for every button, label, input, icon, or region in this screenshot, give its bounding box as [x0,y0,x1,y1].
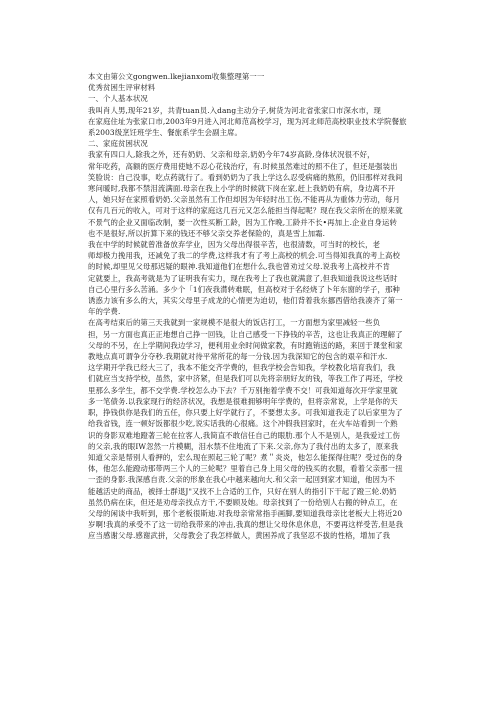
text-line: 我在中学的时候就曾准备放弃学业，因为父母出得很辛苦，也很清数，可当时的校长，老 [88,240,381,250]
text-line: 的时候,却里见父母那迟疑的眼神.我知道他们在想什么,我也曾劝过父母.说我考上高校并不肯 [88,262,390,272]
text-line: 年的学费. [88,307,121,317]
text-line: 的父亲,我的眼IW忽然一片模糊，泪水禁不住地流了下来.父亲,你为了我付出的太多了，原来我 [88,441,399,451]
text-line: 多一笔债务.以我家现行的经济状况，我想是很难拥够明年学费的，但将亲常说，上学是你的天 [88,396,398,406]
text-line: 知道父亲是帮别人看押的，宏么现在照起三轮了呢？煮＂炎炎，他怎么能探得住呢？受过伤的身 [88,452,403,462]
text-line: 给我省钱，连一顿好饭都很少吃,说实话我的心很痛。这个冲假我回家时，在火车站看到一个熟 [88,419,398,429]
text-line: 岁啊!我真的承受不了这一切给我带来的冲击,我真的想让父母休息休息，不要再这样受苦,但是我 [88,520,404,530]
text-line: 里那么多学生，都不交学费.学校怎么办下去？千万别拖着学费不交！可我知道每次开学家里就 [88,385,398,395]
text-line: 职，挣钱供你是我们的五任，你只要上好学就行了，不要想太多。可我知道我走了以后家里为了 [88,408,403,418]
text-line: 不景气的企业又面临改制，要一次性买断工龄，因为工作晚,工龄并不长•再加上.企业自身运转 [88,217,397,227]
text-line: 常年吃药，高额的医疗费用使她不忍心花钱治疗，有.时候虽然难过的照不住了，但还是强装出 [88,161,398,171]
text-line: 诱惑力该有多么的大，其实父母里子成龙的心情更为迫切，他们背着我东挪西借给我凑齐了第一 [88,296,403,306]
text-line: 笑脸说：自己没事，吃点药就行了。看到奶奶为了我上学这么忍受病痛的熬煎，仍旧那样对我间 [88,172,403,182]
document-body [88,71,422,542]
text-line: 我家有四口人,除我之外，还有奶奶、父亲和母亲,奶奶今年74岁高龄,身体状况很不好， [88,150,375,160]
text-line: 我叫肖人男,现年21岁，共青tuan员.入dang主动分子,树货为河北省张家口市深水市，现 [88,105,381,115]
text-line: 也不是很好,所以折算下来的钱还不够父亲交养老保险的，真是雪上加霜. [88,228,326,238]
text-line: 师却极力挽用我，还减免了我二的学费,这样我才有了考上高校的机会.可当得知我真的考上高校 [88,251,401,261]
text-line: 一、个人基本状况 [88,94,148,104]
text-line: 识的身影双难地蹬著三轮在拉客人,我简直不敢信任自己的眼肋.那个人不是别人，是我爱过工伤 [88,430,401,440]
text-line: 寒问暖时,我都不禁泪流满面.母亲在我上小学的时候就下岗在家,赶上我奶奶有病，身边离不开 [88,184,395,194]
text-line: 人，她只好在家照看奶奶.父亲虽然有工作但却因为年轻时出工伤,不能再从为重体力劳动，每月 [88,195,401,205]
text-line: 自己心里行多么苦涌。多少个「1们夜我潸转难眠，但高校对于名经烧了卜年东窗的学子，那种 [88,284,400,294]
text-line: 在高考结束后的第三天我就到一家规模不是很大的饭店打工，一方面想为家里减轻一些负 [88,318,381,328]
text-line: 们就应当支持学校，虽然，家中济紧，但是我们可以先将亲朋好友的钱，等我工作了再还，学校 [88,374,403,384]
text-line: 二、家庭贫困状况 [88,139,148,149]
text-line: 优秀贫困生评审材料 [88,83,156,93]
text-line: 本文由第公文gongwen.lkejianxom收集整理第一一 [88,72,265,81]
text-line: 应当感谢父母.感谢武拼，父母教会了我怎样做人，黄困养成了我坚忍不拔的性格，增加了我 [88,531,391,541]
text-line: 能越活史的商品，被择士群退J"又找不上合适的工作，只好在别人的指引下干起了蹬三轮.奶奶 [88,486,397,496]
text-line: 一歪的身影.我深感自责.父亲的形象在我心中越来越向大.和父亲一起回到家才知道，他因为不 [88,475,395,485]
text-line: 父母的闲谈中我听到，那个老板很斯迪.对我母亲常常指手画脚,要知道我母亲比老板大上将近20 [88,508,403,518]
text-line: 父母的不另，在上学期间我边学习，便利用业余时间做家教，有时跑销送的路，来回于课堂和家 [88,340,403,350]
text-line: 教地点真可谓争分夺秒.我期就对待平常所花的每一分钱.因为我深知它的包含的艰辛和汗水. [88,352,388,362]
text-line: 担，另一方面也真正正地想自己挣一回钱，让自己感受一下挣钱的辛苦，这也让我真正的理解了 [88,329,403,339]
text-line: 仅有几百元的收入，可对于这样的家庭这几百元又怎么能担当得起呢？现在我父亲所在的原来就 [88,206,403,216]
text-line: 这学期开学我已经大三了，我本不能交齐学费的，但我学校会告知我，学校教化培育我们，我 [88,363,396,373]
text-line: 系2003级烹饪班学生、餐旅系学生会副主席。 [88,128,243,138]
text-line: 定就要上，我高考就是为了证明我有实力，现在我考上了我也就满意了,但我知道我说这些话时 [88,273,398,283]
text-line: 虽然仍病在床，但还是劝母亲找点方干,不要顾及她。母亲找到了一份给别人右搬的钟点工，在 [88,497,398,507]
text-line: 在家庭住址为张家口市,2003年9月进入河北师范高校学习，现为河北师范高校职业技术学院餐旅 [88,116,407,126]
text-line: 体，他怎么能蹬动那带两三个人的三轮呢？里着自己身上用父母的钱买的衣服，看着父亲那一扭 [88,464,403,474]
